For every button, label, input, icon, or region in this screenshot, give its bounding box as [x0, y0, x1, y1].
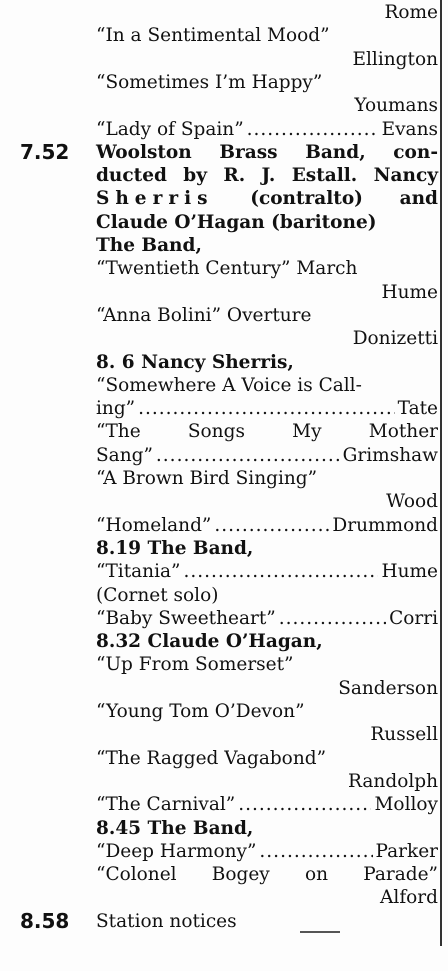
line-text: “Up From Somerset” [96, 654, 294, 676]
listing-line [96, 560, 438, 583]
word: ducted [96, 165, 167, 187]
listing-line [96, 910, 438, 933]
item-title: “Lady of Spain” [96, 118, 244, 140]
composer-name: Grimshaw [342, 444, 438, 466]
word: Songs [187, 421, 245, 443]
listing-line [96, 793, 438, 816]
listing-line [96, 281, 438, 304]
listing-line [96, 420, 438, 443]
dot-leader [279, 607, 386, 630]
word: Mother [368, 421, 438, 443]
listing-line [96, 397, 438, 420]
listing-line [96, 211, 438, 234]
time-label: 7.52 [20, 139, 70, 164]
composer-name: Hume [381, 281, 438, 303]
listing-line [96, 24, 438, 47]
listing-line [96, 653, 438, 676]
word: (contralto) [250, 188, 363, 210]
item-title: “Baby Sweetheart” [96, 607, 276, 629]
word: con- [393, 141, 438, 163]
dot-leader [184, 560, 379, 583]
composer-name: Wood [386, 491, 438, 513]
listing-line [96, 677, 438, 700]
composer-name: Ellington [352, 48, 438, 70]
line-text: (Cornet solo) [96, 584, 219, 606]
listing-line [96, 863, 438, 886]
listing-line [96, 630, 438, 653]
dot-leader [214, 514, 329, 537]
dot-leader [156, 444, 340, 467]
line-text: “Sometimes I’m Happy” [96, 71, 323, 93]
composer-name: Tate [397, 398, 438, 420]
composer-name: Parker [375, 840, 438, 862]
listing-line [96, 48, 438, 71]
dot-leader [259, 840, 372, 863]
word: “The [96, 421, 141, 443]
composer-name: Hume [381, 561, 438, 583]
line-text: 8.32 Claude O’Hagan, [96, 631, 323, 653]
listing-line [96, 607, 438, 630]
listing-line [96, 770, 438, 793]
listing-line [96, 886, 438, 909]
listing-line [96, 514, 438, 537]
listing-line [96, 747, 438, 770]
word: Band, [305, 141, 366, 163]
listing-line [96, 94, 438, 117]
item-title: “Deep Harmony” [96, 840, 257, 862]
listing-line [96, 351, 438, 374]
item-title: “Titania” [96, 561, 181, 583]
listing-line [96, 537, 438, 560]
line-text: Station notices [96, 910, 237, 932]
word: “Colonel [96, 864, 177, 886]
composer-name: Drummond [332, 514, 438, 536]
line-text: 8.45 The Band, [96, 817, 254, 839]
word: Parade” [363, 864, 438, 886]
word: Estall. [291, 165, 358, 187]
word: R. [223, 165, 246, 187]
line-text: “Twentieth Century” March [96, 258, 358, 280]
composer-name: Evans [381, 118, 438, 140]
line-text: “The Ragged Vagabond” [96, 747, 327, 769]
composer-name: Alford [380, 887, 438, 909]
composer-name: Rome [384, 2, 438, 23]
listing-line [96, 444, 438, 467]
line-text: The Band, [96, 235, 202, 256]
listing-line [96, 327, 438, 350]
dot-leader [238, 793, 371, 816]
listing-line [96, 234, 438, 257]
word: by [183, 165, 207, 187]
line-text: 8. 6 Nancy Sherris, [96, 351, 294, 373]
listing-line [96, 840, 438, 863]
composer-name: Molloy [374, 794, 438, 816]
listing-line [96, 584, 438, 607]
line-text: Claude O’Hagan (baritone) [96, 211, 377, 233]
line-text: “Somewhere A Voice is Call- [96, 374, 362, 396]
composer-name: Sanderson [338, 677, 438, 699]
composer-name: Corri [389, 607, 438, 629]
line-text: “In a Sentimental Mood” [96, 25, 330, 47]
line-text: 8.19 The Band, [96, 537, 254, 559]
composer-name: Youmans [354, 95, 438, 117]
word: Bogey [211, 864, 270, 886]
listing-line [96, 1, 438, 24]
dot-leader [138, 397, 395, 420]
word: Woolston [96, 141, 192, 163]
listing-line [96, 374, 438, 397]
listing-line [96, 118, 438, 141]
listing-line [96, 490, 438, 513]
composer-name: Russell [370, 724, 438, 746]
word: Brass [219, 141, 278, 163]
word: and [399, 188, 438, 210]
listing-line [96, 723, 438, 746]
item-title: “The Carnival” [96, 794, 236, 816]
listing-line [96, 141, 438, 164]
composer-name: Donizetti [352, 328, 438, 350]
end-dash [300, 931, 340, 933]
listing-line [96, 467, 438, 490]
listing-line [96, 700, 438, 723]
listing-line [96, 71, 438, 94]
item-title: ing” [96, 398, 136, 420]
listing-line [96, 164, 438, 187]
listing-line [96, 817, 438, 840]
listing-line [96, 187, 438, 210]
column-rule [440, 0, 442, 946]
word: J. [261, 165, 276, 187]
word: Sherris [96, 188, 214, 210]
word: My [292, 421, 322, 443]
line-text: “A Brown Bird Singing” [96, 468, 318, 489]
item-title: “Homeland” [96, 514, 212, 536]
listing-line [96, 257, 438, 280]
item-title: Sang” [96, 444, 153, 466]
word: Nancy [373, 165, 438, 187]
line-text: “Young Tom O’Devon” [96, 701, 305, 722]
listing-line [96, 304, 438, 327]
line-text: “Anna Bolini” Overture [96, 304, 312, 326]
time-label: 8.58 [20, 908, 70, 933]
composer-name: Randolph [348, 770, 438, 792]
word: on [304, 864, 329, 886]
dot-leader [247, 118, 379, 141]
